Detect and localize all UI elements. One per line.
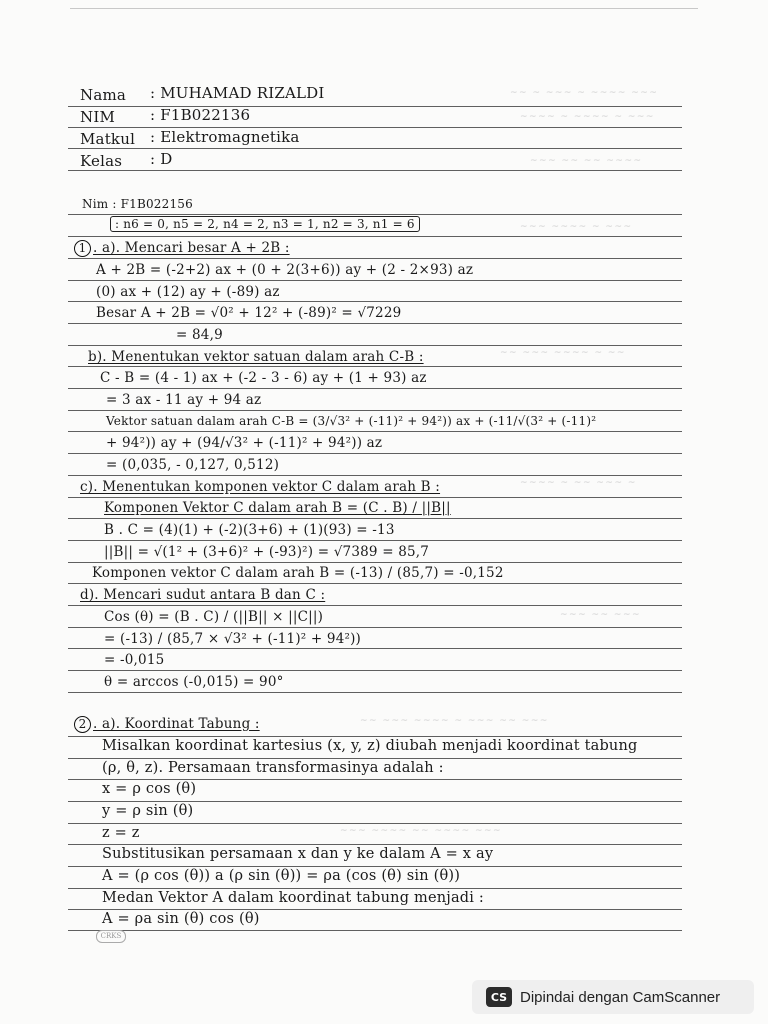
bleed-through-marks: ~~~~ ~ ~~~~ ~ ~~~ bbox=[520, 112, 655, 122]
nim-digits-box: : n6 = 0, n5 = 2, n4 = 2, n3 = 1, n2 = 3, n1 = 6 bbox=[110, 216, 420, 232]
page-mark: CRKS bbox=[96, 930, 126, 943]
q1-number: 1 bbox=[74, 240, 91, 257]
q1-a-line3: Besar A + 2B = √0² + 12² + (-89)² = √7229 bbox=[96, 305, 402, 321]
q2-a-title-text: . a). Koordinat Tabung : bbox=[93, 716, 260, 732]
q1-b-line1: C - B = (4 - 1) ax + (-2 - 3 - 6) ay + (1 + 93) az bbox=[100, 370, 427, 386]
q2-line1: Misalkan koordinat kartesius (x, y, z) diubah menjadi koordinat tabung bbox=[102, 738, 638, 754]
bleed-through-marks: ~~~ ~~~~ ~~ ~~~~ ~~~ bbox=[340, 826, 503, 836]
q1-b-line4: + 94²)) ay + (94/√3² + (-11)² + 94²)) az bbox=[106, 435, 383, 451]
bleed-through-marks: ~~ ~ ~~~ ~ ~~~~ ~~~ bbox=[510, 88, 659, 98]
q1-d-line1: Cos (θ) = (B . C) / (||B|| × ||C||) bbox=[104, 609, 324, 625]
q1-b-title: b). Menentukan vektor satuan dalam arah C-B : bbox=[88, 349, 424, 365]
q1-d-line4: θ = arccos (-0,015) = 90° bbox=[104, 674, 284, 690]
kelas-value: : D bbox=[150, 150, 173, 168]
q1-a-title-text: . a). Mencari besar A + 2B : bbox=[93, 240, 290, 256]
q2-number: 2 bbox=[74, 716, 91, 733]
q1-c-line3: ||B|| = √(1² + (3+6)² + (-93)²) = √7389 = 85,7 bbox=[104, 544, 430, 560]
q1-c-line2: B . C = (4)(1) + (-2)(3+6) + (1)(93) = -13 bbox=[104, 522, 395, 538]
q1-b-line5: = (0,035, - 0,127, 0,512) bbox=[106, 457, 280, 473]
nim-line: Nim : F1B022156 bbox=[82, 197, 193, 211]
q1-a-line2: (0) ax + (12) ay + (-89) az bbox=[96, 284, 280, 300]
q2-a-title bbox=[74, 716, 260, 733]
q1-d-line2: = (-13) / (85,7 × √3² + (-11)² + 94²)) bbox=[104, 631, 362, 647]
bleed-through-marks: ~~~ ~~ ~~ ~~~~ bbox=[530, 156, 643, 166]
q2-line4: y = ρ sin (θ) bbox=[102, 803, 194, 819]
bleed-through-marks: ~~ ~~~ ~~~~ ~ ~~ bbox=[500, 348, 626, 358]
q2-line9: A = ρa sin (θ) cos (θ) bbox=[102, 911, 260, 927]
q2-line5: z = z bbox=[102, 825, 140, 841]
q1-b-line2: = 3 ax - 11 ay + 94 az bbox=[106, 392, 262, 408]
q1-d-title: d). Mencari sudut antara B dan C : bbox=[80, 587, 326, 603]
q2-line8: Medan Vektor A dalam koordinat tabung menjadi : bbox=[102, 890, 485, 906]
q1-d-line3: = -0,015 bbox=[104, 652, 165, 668]
q1-a-line4: = 84,9 bbox=[176, 327, 223, 343]
camscanner-text: Dipindai dengan CamScanner bbox=[520, 988, 721, 1006]
nim-value: : F1B022136 bbox=[150, 106, 251, 124]
q2-line2: (ρ, θ, z). Persamaan transformasinya adalah : bbox=[102, 760, 444, 776]
matkul-label: Matkul bbox=[80, 130, 136, 148]
bleed-through-marks: ~~~~ ~ ~~ ~~~ ~ bbox=[520, 478, 637, 488]
nama-value: : MUHAMAD RIZALDI bbox=[150, 84, 325, 102]
q2-line3: x = ρ cos (θ) bbox=[102, 781, 197, 797]
q1-c-line4: Komponen vektor C dalam arah B = (-13) / (85,7) = -0,152 bbox=[92, 565, 504, 581]
nim-label: NIM bbox=[80, 108, 116, 126]
matkul-value: : Elektromagnetika bbox=[150, 128, 300, 146]
q2-line7: A = (ρ cos (θ)) a (ρ sin (θ)) = ρa (cos (θ) sin (θ)) bbox=[102, 868, 461, 884]
q1-c-title: c). Menentukan komponen vektor C dalam arah B : bbox=[80, 479, 441, 495]
q1-a-line1: A + 2B = (-2+2) ax + (0 + 2(3+6)) ay + (2 - 2×93) az bbox=[96, 262, 474, 278]
nim-digits bbox=[110, 217, 420, 231]
camscanner-badge bbox=[472, 980, 754, 1014]
q1-b-line3: Vektor satuan dalam arah C-B = (3/√3² + (-11)² + 94²)) ax + (-11/√(3² + (-11)² bbox=[106, 414, 597, 428]
q1-c-line1: Komponen Vektor C dalam arah B = (C . B) / ||B|| bbox=[104, 500, 451, 516]
kelas-label: Kelas bbox=[80, 152, 123, 170]
bleed-through-marks: ~~~ ~~ ~~~ bbox=[560, 610, 642, 620]
bleed-through-marks: ~~ ~~~ ~~~~ ~ ~~~ ~~ ~~~ bbox=[360, 716, 549, 726]
q1-a-title bbox=[74, 240, 290, 257]
camscanner-logo: CS bbox=[486, 987, 512, 1007]
nama-label: Nama bbox=[80, 86, 127, 104]
q2-line6: Substitusikan persamaan x dan y ke dalam A = x ay bbox=[102, 846, 494, 862]
bleed-through-marks: ~~~ ~~~~ ~ ~~~ bbox=[520, 222, 633, 232]
